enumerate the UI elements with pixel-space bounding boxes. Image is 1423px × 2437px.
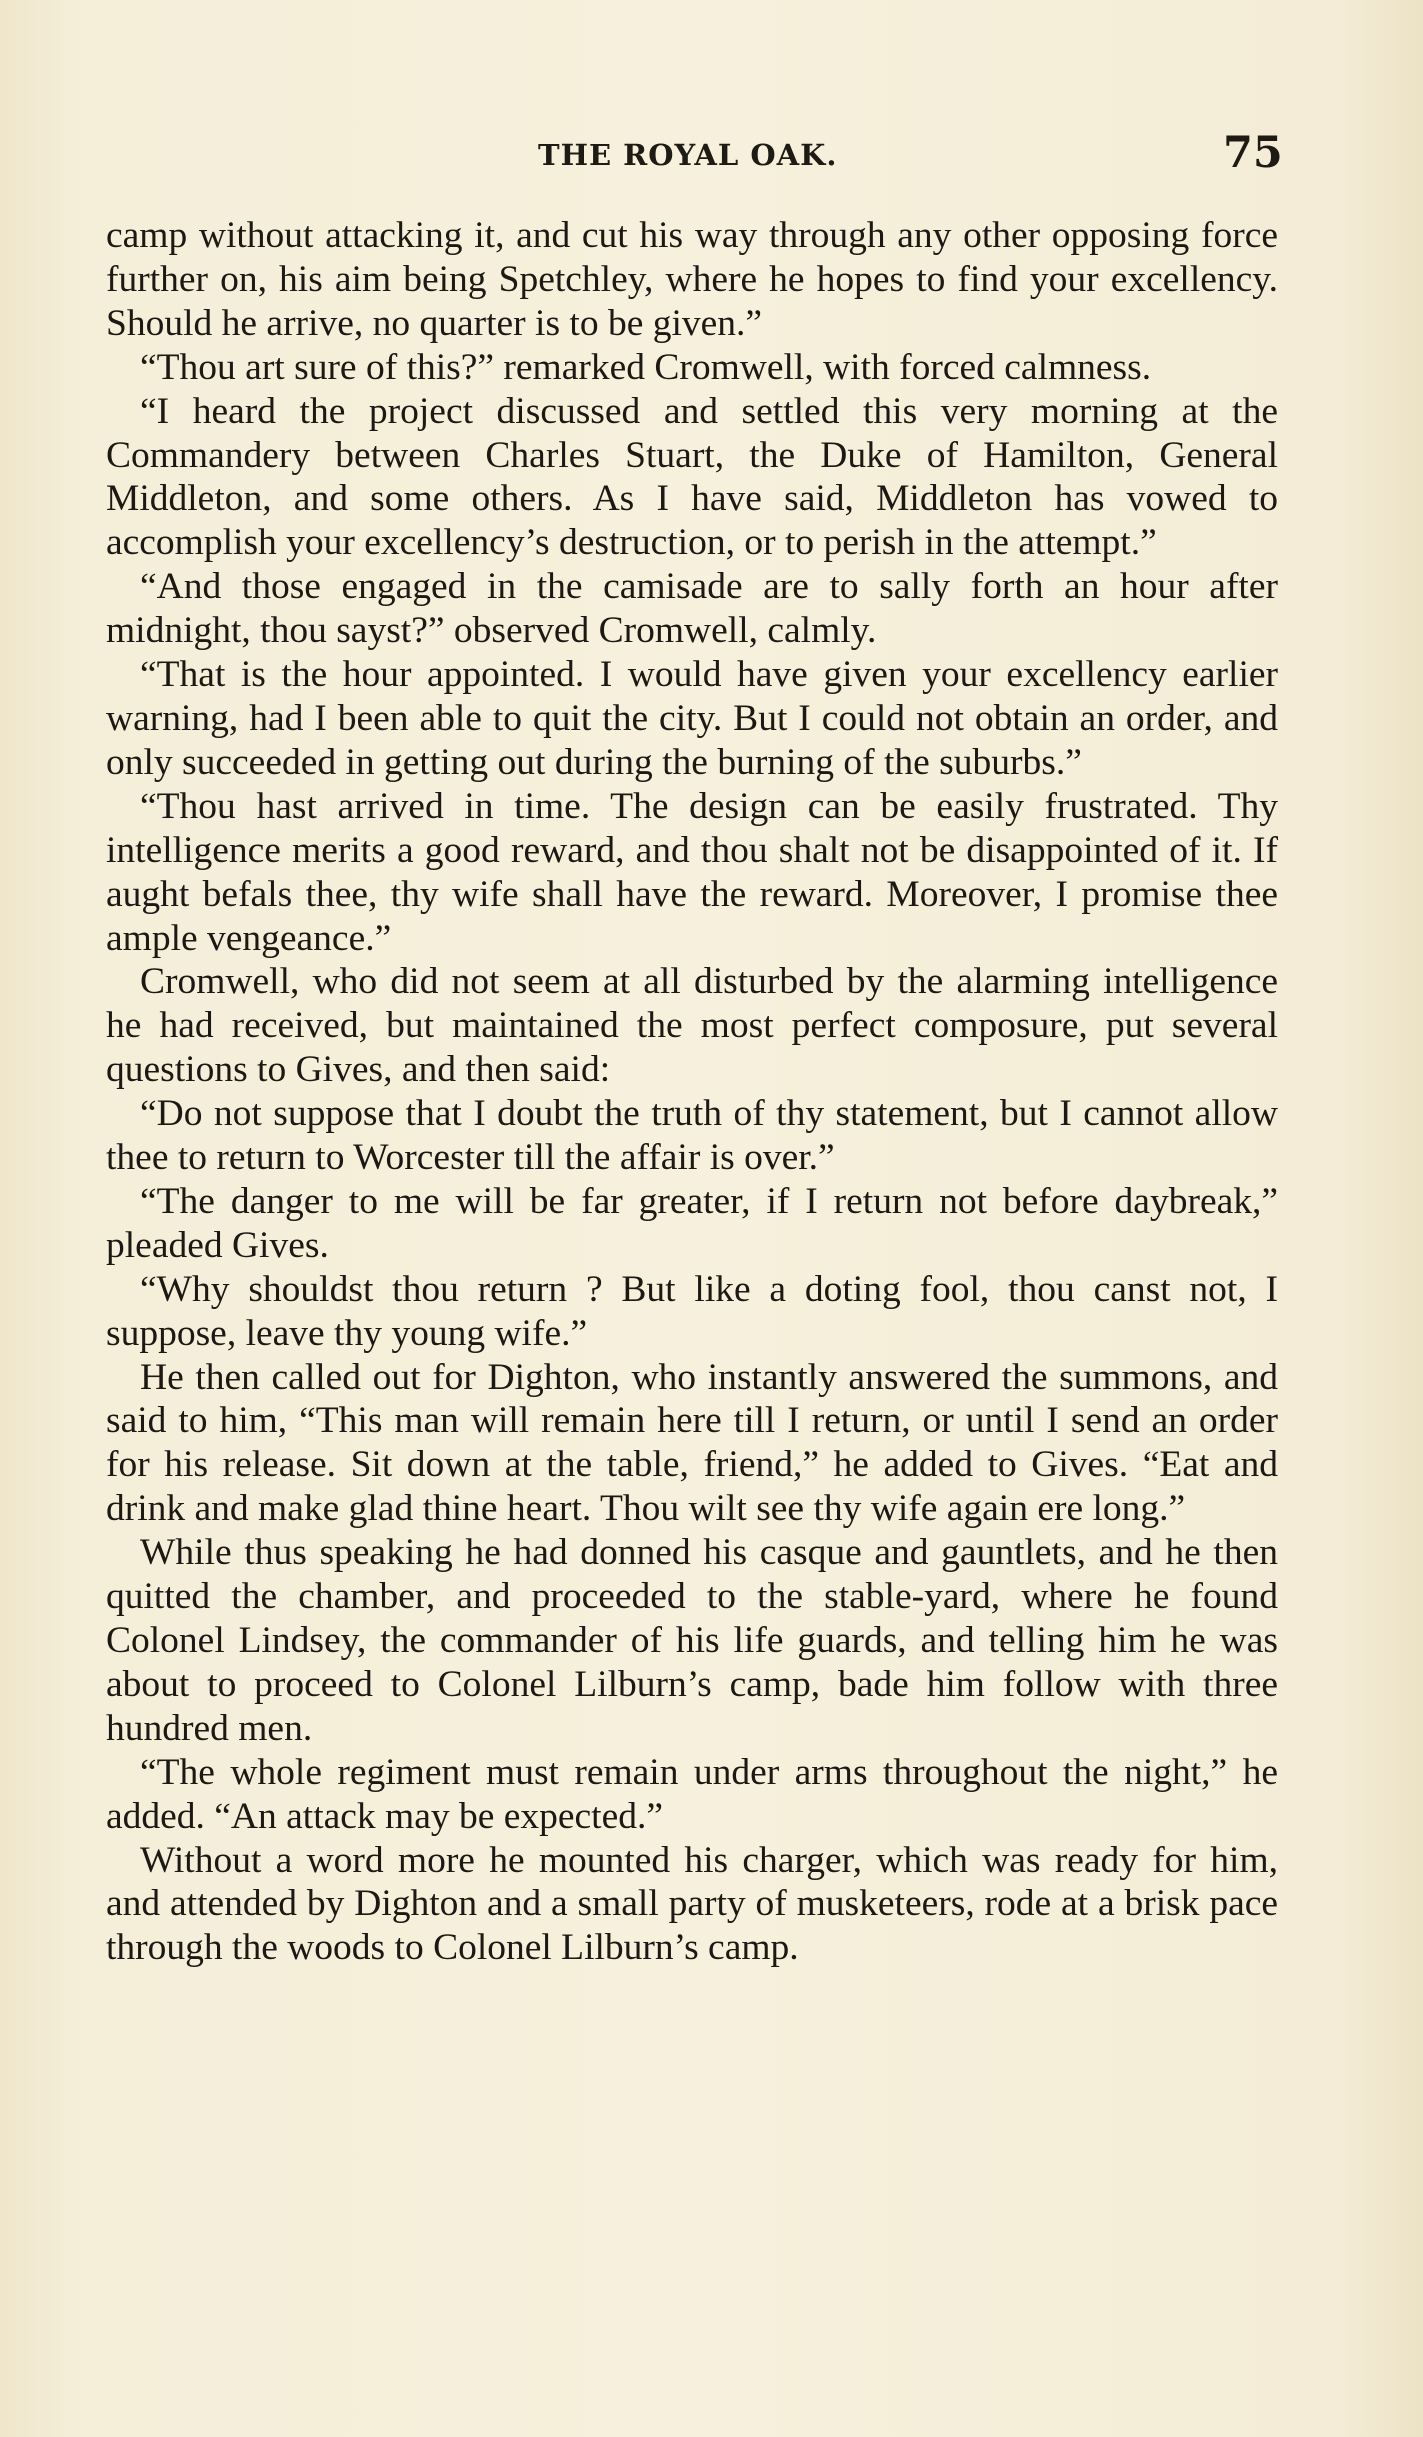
paragraph: While thus speaking he had donned his casque and gauntlets, and he then quitted the chamber, and proceeded to the stable-yard, where he found Colonel Lindsey, the commander of his life guards, and telling him he was about to proceed to Colonel Lilburn’s camp, bade him follow with three hundred men. bbox=[106, 1532, 1278, 1749]
paragraph: “And those engaged in the camisade are to sally forth an hour after midnight, thou sayst?” observed Cromwell, calmly. bbox=[106, 566, 1278, 652]
page-number: 75 bbox=[1223, 128, 1283, 178]
paragraph: “I heard the project discussed and settled this very morning at the Commandery between Charles Stuart, the Duke of Hamilton, General Middleton, and some others. As I have said, Middleton has vowed to accomplish your excellency’s destruction, or to perish in the attempt.” bbox=[106, 390, 1278, 564]
paragraph: “Thou hast arrived in time. The design can be easily frustrated. Thy intelligence merits a good reward, and thou shalt not be disappointed of it. If aught befals thee, thy wife shall have the reward. Moreover, I promise thee ample vengeance.” bbox=[106, 785, 1278, 959]
body-text bbox=[106, 214, 1278, 1970]
paragraph: “That is the hour appointed. I would have given your excellency earlier warning, had I been able to quit the city. But I could not obtain an order, and only succeeded in getting out during the burning of the suburbs.” bbox=[106, 654, 1278, 783]
paragraph: “The whole regiment must remain under arms throughout the night,” he added. “An attack may be expected.” bbox=[106, 1751, 1278, 1837]
paragraph: camp without attacking it, and cut his way through any other opposing force further on, his aim being Spetchley, where he hopes to find your excellency. Should he arrive, no quarter is to be given.” bbox=[106, 215, 1278, 344]
paragraph: “The danger to me will be far greater, if I return not before daybreak,” pleaded Gives. bbox=[106, 1180, 1278, 1266]
running-title: THE ROYAL OAK. bbox=[538, 138, 838, 172]
paragraph: Cromwell, who did not seem at all disturbed by the alarming intelligence he had received, but maintained the most perfect composure, put several questions to Gives, and then said: bbox=[106, 961, 1278, 1091]
paragraph: Without a word more he mounted his charger, which was ready for him, and attended by Dighton and a small party of musketeers, rode at a brisk pace through the woods to Colonel Lilburn’s camp. bbox=[106, 1839, 1278, 1969]
paragraph: “Why shouldst thou return ? But like a doting fool, thou canst not, I suppose, leave thy young wife.” bbox=[106, 1268, 1278, 1354]
paragraph: “Do not suppose that I doubt the truth of thy statement, but I cannot allow thee to return to Worcester till the affair is over.” bbox=[106, 1093, 1278, 1179]
running-head bbox=[0, 128, 1423, 178]
paragraph: He then called out for Dighton, who instantly answered the summons, and said to him, “This man will remain here till I return, or until I send an order for his release. Sit down at the table, friend,” he added to Gives. “Eat and drink and make glad thine heart. Thou wilt see thy wife again ere long.” bbox=[106, 1356, 1278, 1530]
paragraph: “Thou art sure of this?” remarked Cromwell, with forced calmness. bbox=[140, 346, 1152, 388]
